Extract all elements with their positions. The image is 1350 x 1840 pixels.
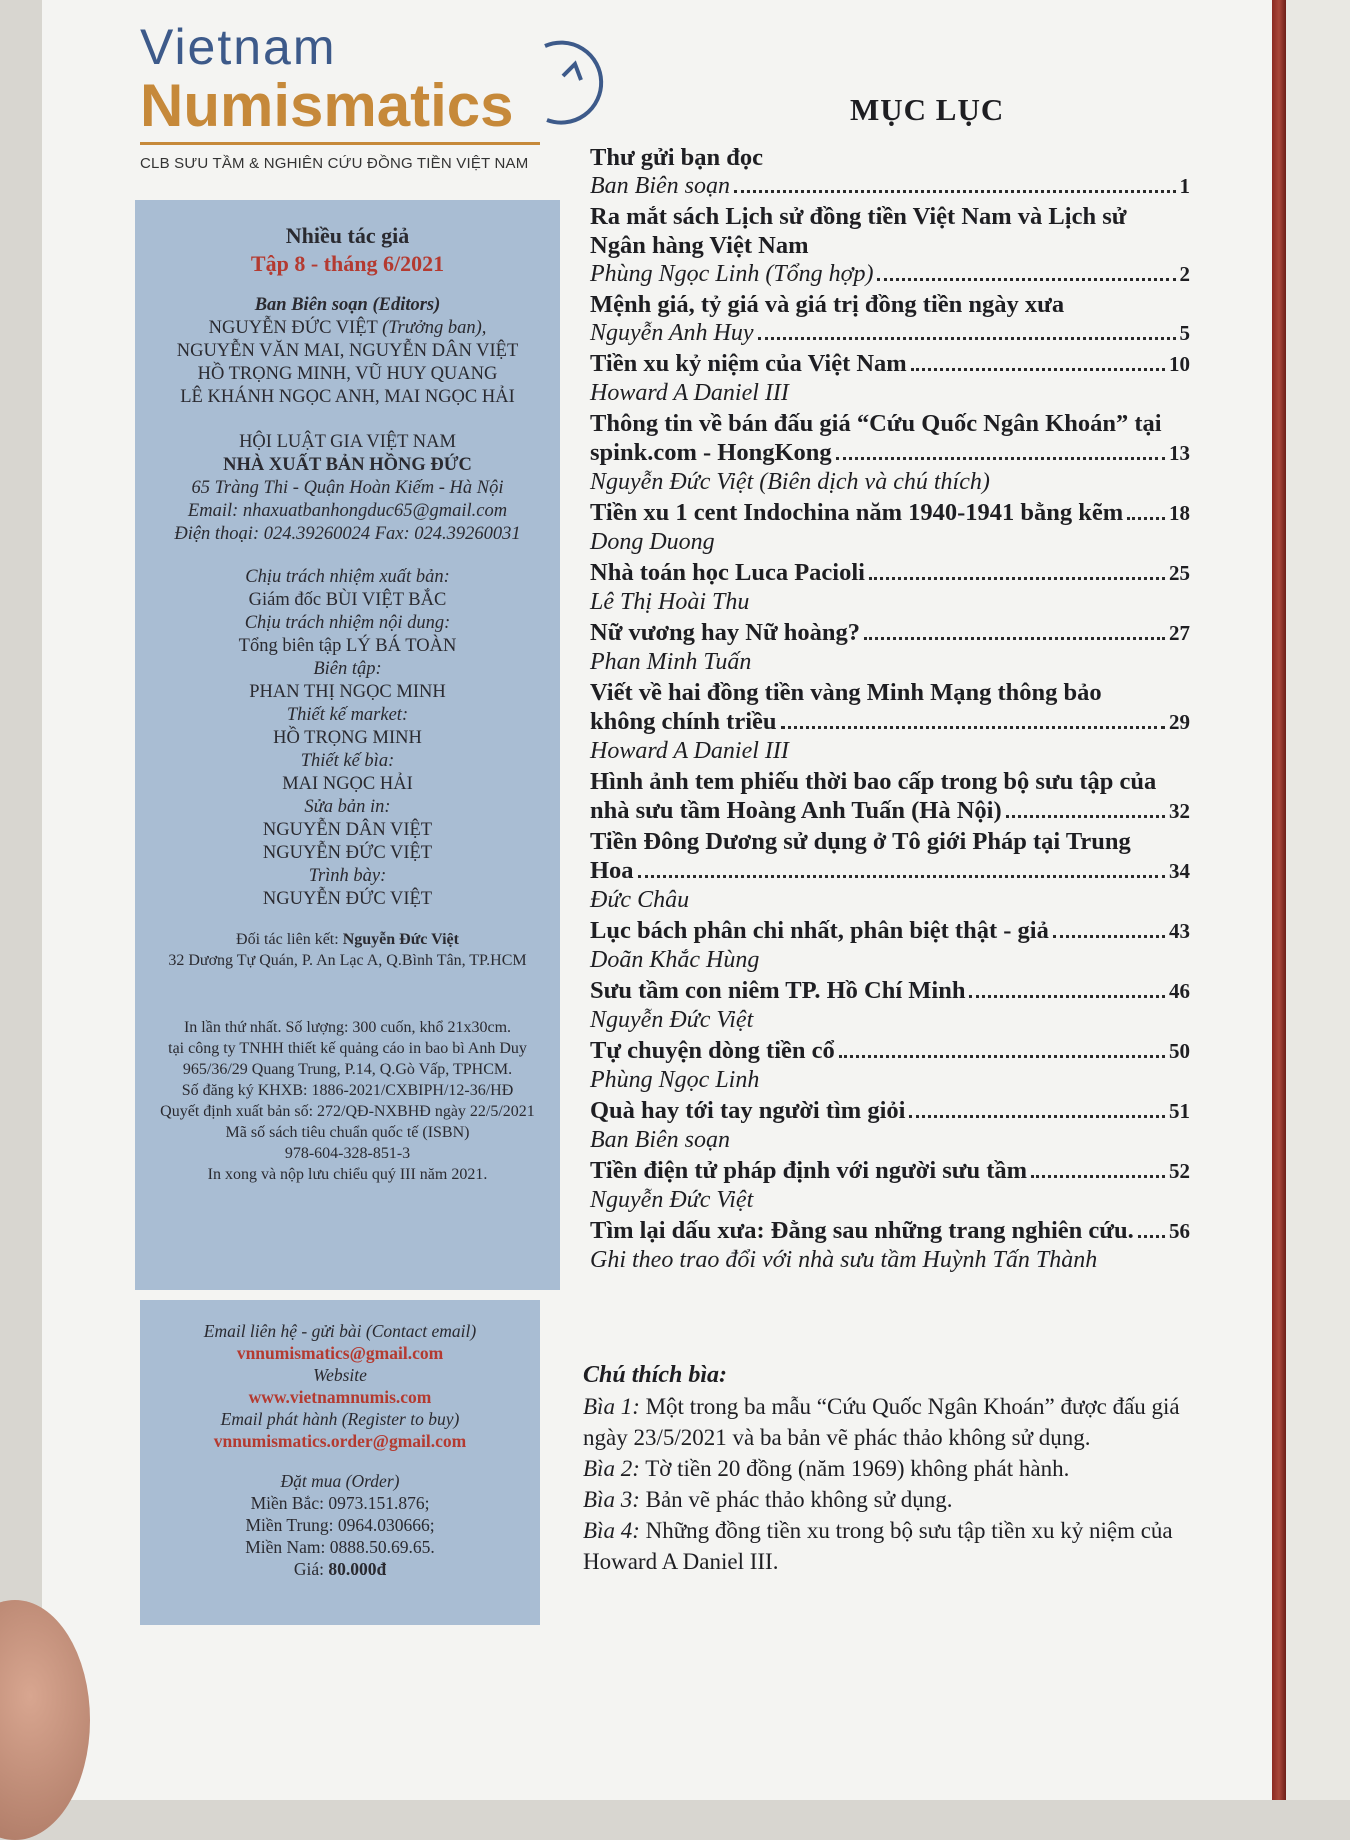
toc-page-number: 43 <box>1169 919 1190 943</box>
toc-page-number: 29 <box>1169 710 1190 734</box>
toc-entry[interactable] <box>590 409 1190 497</box>
editors-line3: HỒ TRỌNG MINH, VŨ HUY QUANG <box>197 364 498 384</box>
toc-page-number: 34 <box>1169 859 1190 883</box>
toc-entry[interactable] <box>590 1156 1190 1215</box>
partner: Đối tác liên kết: Nguyễn Đức Việt <box>236 931 459 948</box>
toc-entry-author-row <box>590 319 1190 348</box>
publisher: NHÀ XUẤT BẢN HỒNG ĐỨC <box>223 455 472 475</box>
market-name: HỒ TRỌNG MINH <box>273 728 422 748</box>
toc-page-number: 10 <box>1169 352 1190 376</box>
leader-dots <box>1006 815 1165 818</box>
logo <box>140 19 540 172</box>
leader-dots <box>909 1115 1165 1118</box>
leader-dots <box>781 726 1165 729</box>
toc-title: MỤC LỤC <box>850 92 1005 127</box>
publisher-email: Email: nhaxuatbanhongduc65@gmail.com <box>187 501 508 521</box>
toc-title-text: spink.com - HongKong <box>590 439 832 466</box>
logo-line1: Vietnam <box>140 19 337 75</box>
market-label: Thiết kế market: <box>286 705 409 725</box>
toc-author: Ban Biên soạn <box>590 1127 730 1153</box>
toc-page-number: 50 <box>1169 1039 1190 1063</box>
toc-entry-title <box>590 349 1190 379</box>
toc-entry-title-line: Hình ảnh tem phiếu thời bao cấp trong bộ sưu tập của <box>590 768 1157 795</box>
toc-entry[interactable] <box>590 827 1190 915</box>
toc-entry-title <box>590 438 1190 468</box>
logo-rule <box>140 142 540 145</box>
toc-title-text: Quà hay tới tay người tìm giỏi <box>590 1097 906 1124</box>
toc-page-number: 56 <box>1169 1219 1190 1243</box>
toc-entry-title <box>590 558 1190 588</box>
toc-entry[interactable] <box>590 1216 1190 1275</box>
toc-page-number: 52 <box>1169 1159 1190 1183</box>
toc-entry[interactable] <box>590 558 1190 617</box>
toc-entry[interactable] <box>590 1036 1190 1095</box>
toc-entry-title-line: Ra mắt sách Lịch sử đồng tiền Việt Nam và Lịch sử <box>590 203 1127 230</box>
toc-entry-title-line: Viết về hai đồng tiền vàng Minh Mạng thông bảo <box>590 679 1102 706</box>
leader-dots <box>839 1055 1165 1058</box>
toc-title-text: Sưu tầm con niêm TP. Hồ Chí Minh <box>590 977 966 1004</box>
publication-info-panel <box>135 200 560 1290</box>
toc-title-text: Tiền điện tử pháp định với người sưu tầm <box>590 1157 1028 1184</box>
leader-dots <box>869 577 1165 580</box>
order-central: Miền Trung: 0964.030666; <box>245 1515 435 1535</box>
toc-author: Phan Minh Tuấn <box>590 649 752 675</box>
toc-entry[interactable] <box>590 976 1190 1035</box>
toc-author: Nguyễn Đức Việt <box>590 1007 754 1033</box>
print-line-1: In lần thứ nhất. Số lượng: 300 cuốn, khổ 21x30cm. <box>183 1019 512 1036</box>
toc-entry-author-row <box>590 172 1190 201</box>
toc-page-number: 25 <box>1169 561 1190 585</box>
layout-name: NGUYỄN ĐỨC VIỆT <box>262 889 433 909</box>
toc-author: Đức Châu <box>590 887 690 913</box>
toc-entry-title <box>590 618 1190 648</box>
leader-dots <box>877 278 1175 281</box>
editor-name: PHAN THỊ NGỌC MINH <box>249 682 446 702</box>
toc-entry-title <box>590 1216 1190 1246</box>
toc-author: Nguyễn Đức Việt (Biên dịch và chú thích) <box>590 469 990 495</box>
toc-author: Phùng Ngọc Linh (Tổng hợp) <box>590 261 874 287</box>
leader-dots <box>1138 1235 1165 1238</box>
editors-line4: LÊ KHÁNH NGỌC ANH, MAI NGỌC HẢI <box>180 387 515 407</box>
contact-panel <box>140 1300 540 1625</box>
toc-author: Lê Thị Hoài Thu <box>590 589 750 615</box>
toc-entry-title <box>590 1096 1190 1126</box>
toc-title-text: nhà sưu tầm Hoàng Anh Tuấn (Hà Nội) <box>590 797 1002 824</box>
toc-title-text: Nhà toán học Luca Pacioli <box>590 559 865 586</box>
cover-note-label: Bìa 3: <box>583 1487 640 1512</box>
book-spine <box>1272 0 1286 1800</box>
logo-arc-icon <box>535 38 615 128</box>
toc-entry-title-line: Tiền Đông Dương sử dụng ở Tô giới Pháp tại Trung <box>590 828 1131 855</box>
toc-title-text: không chính triều <box>590 708 777 735</box>
toc-entry[interactable] <box>590 143 1190 201</box>
contact-email-label: Email liên hệ - gửi bài (Contact email) <box>203 1321 477 1341</box>
resp-content-name: Tổng biên tập LÝ BÁ TOÀN <box>238 636 457 656</box>
leader-dots <box>734 190 1176 193</box>
toc-entry-title <box>590 707 1190 737</box>
toc-page-number: 2 <box>1179 262 1190 286</box>
leader-dots <box>1053 935 1165 938</box>
toc-page-number: 46 <box>1169 979 1190 1003</box>
print-line-4: Số đăng ký KHXB: 1886-2021/CXBIPH/12-36/HĐ <box>181 1082 514 1099</box>
leader-dots <box>864 637 1165 640</box>
toc-page-number: 51 <box>1169 1099 1190 1123</box>
toc-page-number: 13 <box>1169 441 1190 465</box>
toc-entry[interactable] <box>590 916 1190 975</box>
cover-note-text: Một trong ba mẫu “Cứu Quốc Ngân Khoán” được đấu giá ngày 23/5/2021 và ba bản vẽ phác thảo không sử dụng. <box>583 1394 1180 1450</box>
toc-author: Nguyễn Đức Việt <box>590 1187 754 1213</box>
toc-entry-author-row <box>590 260 1190 289</box>
print-line-6: Mã số sách tiêu chuẩn quốc tế (ISBN) <box>225 1124 470 1141</box>
editor-label: Biên tập: <box>313 659 382 679</box>
proof-label: Sửa bản in: <box>304 797 391 817</box>
leader-dots <box>836 457 1165 460</box>
volume: Tập 8 - tháng 6/2021 <box>250 251 445 276</box>
website-label: Website <box>313 1365 367 1385</box>
leader-dots <box>969 995 1165 998</box>
cover-notes-title: Chú thích bìa: <box>583 1362 728 1388</box>
toc-entry-title <box>590 856 1190 886</box>
toc-entry[interactable] <box>590 349 1190 408</box>
toc-entry[interactable] <box>590 618 1190 677</box>
cover-note-label: Bìa 2: <box>583 1456 640 1481</box>
cover-note-text: Bản vẽ phác thảo không sử dụng. <box>639 1487 953 1512</box>
cover-note <box>583 1391 1193 1453</box>
leader-dots <box>758 337 1176 340</box>
editors-line2: NGUYỄN VĂN MAI, NGUYỄN DÂN VIỆT <box>176 341 519 361</box>
leader-dots <box>1031 1175 1165 1178</box>
cover-name: MAI NGỌC HẢI <box>282 774 413 794</box>
partner-address: 32 Dương Tự Quán, P. An Lạc A, Q.Bình Tân, TP.HCM <box>168 952 527 969</box>
price: Giá: 80.000đ <box>293 1559 387 1579</box>
cover-notes <box>583 1360 1193 1577</box>
order-north: Miền Bắc: 0973.151.876; <box>250 1493 430 1513</box>
cover-note-text: Tờ tiền 20 đồng (năm 1969) không phát hành. <box>639 1456 1070 1481</box>
contact-email[interactable]: vnnumismatics@gmail.com <box>236 1343 444 1363</box>
toc-entry[interactable] <box>590 767 1190 826</box>
toc-title-text: Tiền xu 1 cent Indochina năm 1940-1941 bằng kẽm <box>590 499 1124 526</box>
toc-title-text: Tiền xu kỷ niệm của Việt Nam <box>590 350 907 377</box>
cover-note-label: Bìa 4: <box>583 1518 640 1543</box>
editors-line1: NGUYỄN ĐỨC VIỆT (Trưởng ban), <box>208 318 487 338</box>
toc-page-number: 32 <box>1169 799 1190 823</box>
proof-name-1: NGUYỄN DÂN VIỆT <box>262 820 433 840</box>
cover-note <box>583 1484 1193 1515</box>
toc-author: Howard A Daniel III <box>590 380 789 406</box>
toc-entry[interactable] <box>590 498 1190 557</box>
toc-page-number: 18 <box>1169 501 1190 525</box>
toc-entry-title: Thư gửi bạn đọc <box>590 144 764 171</box>
table-of-contents <box>590 143 1190 1276</box>
website-link[interactable]: www.vietnamnumis.com <box>248 1387 432 1407</box>
leader-dots <box>1127 517 1165 520</box>
print-line-5: Quyết định xuất bản số: 272/QĐ-NXBHĐ ngày 22/5/2021 <box>160 1103 535 1120</box>
publisher-address: 65 Tràng Thi - Quận Hoàn Kiếm - Hà Nội <box>191 478 504 498</box>
resp-pub-name: Giám đốc BÙI VIỆT BẮC <box>248 590 447 610</box>
print-line-8: In xong và nộp lưu chiểu quý III năm 2021. <box>207 1166 488 1183</box>
toc-author: Howard A Daniel III <box>590 738 789 764</box>
editors-heading: Ban Biên soạn (Editors) <box>254 295 441 315</box>
toc-author: Ban Biên soạn <box>590 173 730 199</box>
resp-pub-label: Chịu trách nhiệm xuất bản: <box>245 567 450 587</box>
order-label: Đặt mua (Order) <box>280 1471 400 1491</box>
toc-page-number: 1 <box>1179 174 1190 198</box>
resp-content-label: Chịu trách nhiệm nội dung: <box>244 613 451 633</box>
toc-entry-title <box>590 1036 1190 1066</box>
print-line-3: 965/36/29 Quang Trung, P.14, Q.Gò Vấp, TPHCM. <box>182 1061 513 1078</box>
toc-entry[interactable] <box>590 1096 1190 1155</box>
print-line-2: tại công ty TNHH thiết kế quảng cáo in bao bì Anh Duy <box>168 1040 527 1057</box>
next-page-edge <box>1286 0 1350 1800</box>
cover-note <box>583 1515 1193 1577</box>
toc-entry-title <box>590 1156 1190 1186</box>
toc-title-text: Tìm lại dấu xưa: Đằng sau những trang nghiên cứu. <box>590 1217 1134 1244</box>
toc-author: Doãn Khắc Hùng <box>590 947 760 973</box>
toc-title-text: Hoa <box>590 857 634 884</box>
toc-entry[interactable] <box>590 290 1190 348</box>
toc-page-number: 27 <box>1169 621 1190 645</box>
association: HỘI LUẬT GIA VIỆT NAM <box>239 432 456 452</box>
toc-entry-title: Ngân hàng Việt Nam <box>590 232 809 259</box>
cover-note-text: Những đồng tiền xu trong bộ sưu tập tiền xu kỷ niệm của Howard A Daniel III. <box>583 1518 1173 1574</box>
leader-dots <box>911 368 1165 371</box>
toc-page-number: 5 <box>1179 321 1190 345</box>
cover-note <box>583 1453 1193 1484</box>
toc-title-text: Lục bách phân chi nhất, phân biệt thật - giả <box>590 917 1049 944</box>
cover-label: Thiết kế bìa: <box>300 751 395 771</box>
order-email[interactable]: vnnumismatics.order@gmail.com <box>213 1431 467 1451</box>
toc-title-text: Tự chuyện dòng tiền cổ <box>590 1037 835 1064</box>
toc-entry-title <box>590 916 1190 946</box>
toc-entry-title: Mệnh giá, tỷ giá và giá trị đồng tiền ngày xưa <box>590 291 1065 318</box>
cover-note-label: Bìa 1: <box>583 1394 640 1419</box>
order-email-label: Email phát hành (Register to buy) <box>220 1409 460 1429</box>
toc-author: Phùng Ngọc Linh <box>590 1067 760 1093</box>
publisher-phone: Điện thoại: 024.39260024 Fax: 024.39260031 <box>174 524 521 544</box>
toc-author: Nguyễn Anh Huy <box>590 320 754 346</box>
toc-author: Ghi theo trao đổi với nhà sưu tầm Huỳnh Tấn Thành <box>590 1247 1098 1273</box>
author: Nhiều tác giả <box>285 223 410 248</box>
proof-name-2: NGUYỄN ĐỨC VIỆT <box>262 843 433 863</box>
layout-label: Trình bày: <box>308 866 387 886</box>
toc-entry-title-line: Thông tin về bán đấu giá “Cứu Quốc Ngân Khoán” tại <box>590 410 1162 437</box>
toc-entry-title <box>590 796 1190 826</box>
toc-entry-title <box>590 976 1190 1006</box>
toc-author: Dong Duong <box>590 529 715 555</box>
toc-entry-title <box>590 498 1190 528</box>
toc-title-text: Nữ vương hay Nữ hoàng? <box>590 619 861 646</box>
logo-subtitle: CLB SƯU TẦM & NGHIÊN CỨU ĐỒNG TIỀN VIỆT NAM <box>140 155 529 172</box>
toc-entry[interactable] <box>590 202 1190 289</box>
print-line-7: 978-604-328-851-3 <box>284 1145 411 1162</box>
logo-line2: Numismatics <box>140 72 514 139</box>
order-south: Miền Nam: 0888.50.69.65. <box>245 1537 435 1557</box>
toc-entry[interactable] <box>590 678 1190 766</box>
leader-dots <box>638 875 1165 878</box>
